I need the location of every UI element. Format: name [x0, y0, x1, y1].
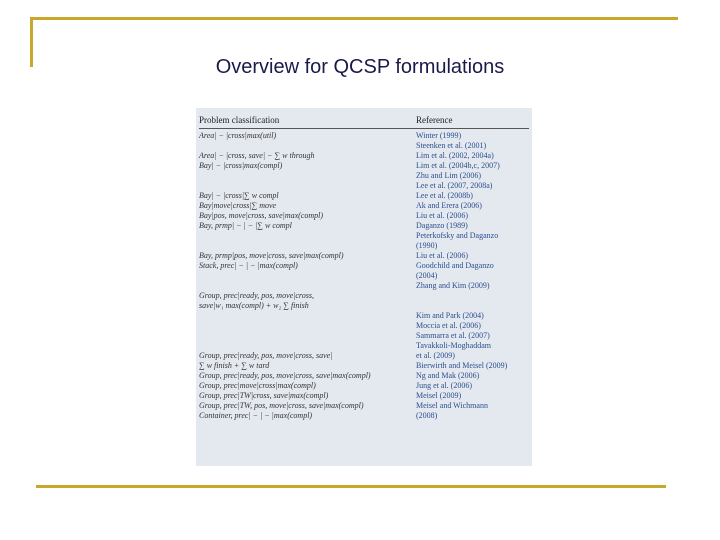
reference-row: Steenken et al. (2001) [416, 141, 487, 150]
classification-row: Bay|pos, move|cross, save|max(compl) [199, 211, 324, 220]
classification-column [199, 131, 413, 421]
header-divider [199, 128, 529, 129]
reference-row: Ng and Mak (2006) [416, 371, 480, 380]
reference-row: Goodchild and Daganzo [416, 261, 494, 270]
reference-row: (1990) [416, 241, 438, 250]
classification-row [199, 231, 413, 241]
reference-row: (2004) [416, 271, 438, 280]
reference-row: Jung et al. (2006) [416, 381, 472, 390]
classification-row [199, 241, 413, 251]
bottom-accent-line [36, 485, 666, 488]
classification-row: Bay|move|cross|∑ move [199, 201, 277, 210]
classification-row: Bay| − |cross|max(compl) [199, 161, 283, 170]
reference-row: Winter (1999) [416, 131, 462, 140]
classification-row: Group, prec|ready, pos, move|cross, [199, 291, 314, 300]
reference-row: (2008) [416, 411, 438, 420]
reference-row: Lim et al. (2004b,c, 2007) [416, 161, 500, 170]
top-accent-line [30, 17, 678, 20]
reference-row: Zhu and Lim (2006) [416, 171, 482, 180]
reference-row: Sammarra et al. (2007) [416, 331, 490, 340]
classification-row [199, 171, 413, 181]
classification-row: Group, prec|TW|cross, save|max(compl) [199, 391, 329, 400]
reference-row: Bierwirth and Meisel (2009) [416, 361, 508, 370]
classification-row [199, 341, 413, 351]
slide-title: Overview for QCSP formulations [215, 56, 505, 78]
reference-column [416, 131, 530, 421]
classification-row [199, 311, 413, 321]
reference-row: Peterkofsky and Daganzo [416, 231, 499, 240]
reference-row: Tavakkoli-Moghaddam [416, 341, 491, 350]
classification-row: Group, prec|move|cross|max(compl) [199, 381, 316, 390]
classification-row: Area| − |cross|max(util) [199, 131, 277, 140]
reference-row: Lim et al. (2002, 2004a) [416, 151, 494, 160]
classification-row: Group, prec|ready, pos, move|cross, save| [199, 351, 333, 360]
reference-row: Moccia et al. (2006) [416, 321, 481, 330]
classification-row: Bay, prmp| − | − |∑ w compl [199, 221, 292, 230]
reference-row [416, 301, 530, 311]
classification-row: Area| − |cross, save| − ∑ w through [199, 151, 315, 160]
classification-row [199, 141, 413, 151]
classification-row: Container, prec| − | − |max(compl) [199, 411, 313, 420]
reference-row: Liu et al. (2006) [416, 251, 468, 260]
formulation-table [196, 108, 532, 466]
classification-row: Stack, prec| − | − |max(compl) [199, 261, 298, 270]
reference-row: Daganzo (1989) [416, 221, 468, 230]
reference-row: Liu et al. (2006) [416, 211, 468, 220]
classification-row: Group, prec|TW, pos, move|cross, save|max(compl) [199, 401, 364, 410]
header-problem-classification: Problem classification [199, 115, 280, 125]
reference-row [416, 291, 530, 301]
classification-row: Bay, prmp|pos, move|cross, save|max(compl) [199, 251, 344, 260]
header-reference: Reference [416, 115, 453, 125]
reference-row: Ak and Erera (2006) [416, 201, 482, 210]
classification-row: Bay| − |cross|∑ w compl [199, 191, 279, 200]
reference-row: et al. (2009) [416, 351, 455, 360]
reference-row: Lee et al. (2007, 2008a) [416, 181, 493, 190]
classification-row [199, 321, 413, 331]
reference-row: Lee et al. (2008b) [416, 191, 473, 200]
classification-row: save|w₁ max(compl) + w₂ ∑ finish [199, 301, 309, 310]
classification-row [199, 271, 413, 281]
classification-row: ∑ w finish + ∑ w tard [199, 361, 270, 370]
classification-row [199, 331, 413, 341]
reference-row: Zhang and Kim (2009) [416, 281, 490, 290]
classification-row: Group, prec|ready, pos, move|cross, save|max(compl) [199, 371, 371, 380]
reference-row: Meisel and Wichmann [416, 401, 488, 410]
reference-row: Kim and Park (2004) [416, 311, 484, 320]
classification-row [199, 181, 413, 191]
reference-row: Meisel (2009) [416, 391, 462, 400]
classification-row [199, 281, 413, 291]
